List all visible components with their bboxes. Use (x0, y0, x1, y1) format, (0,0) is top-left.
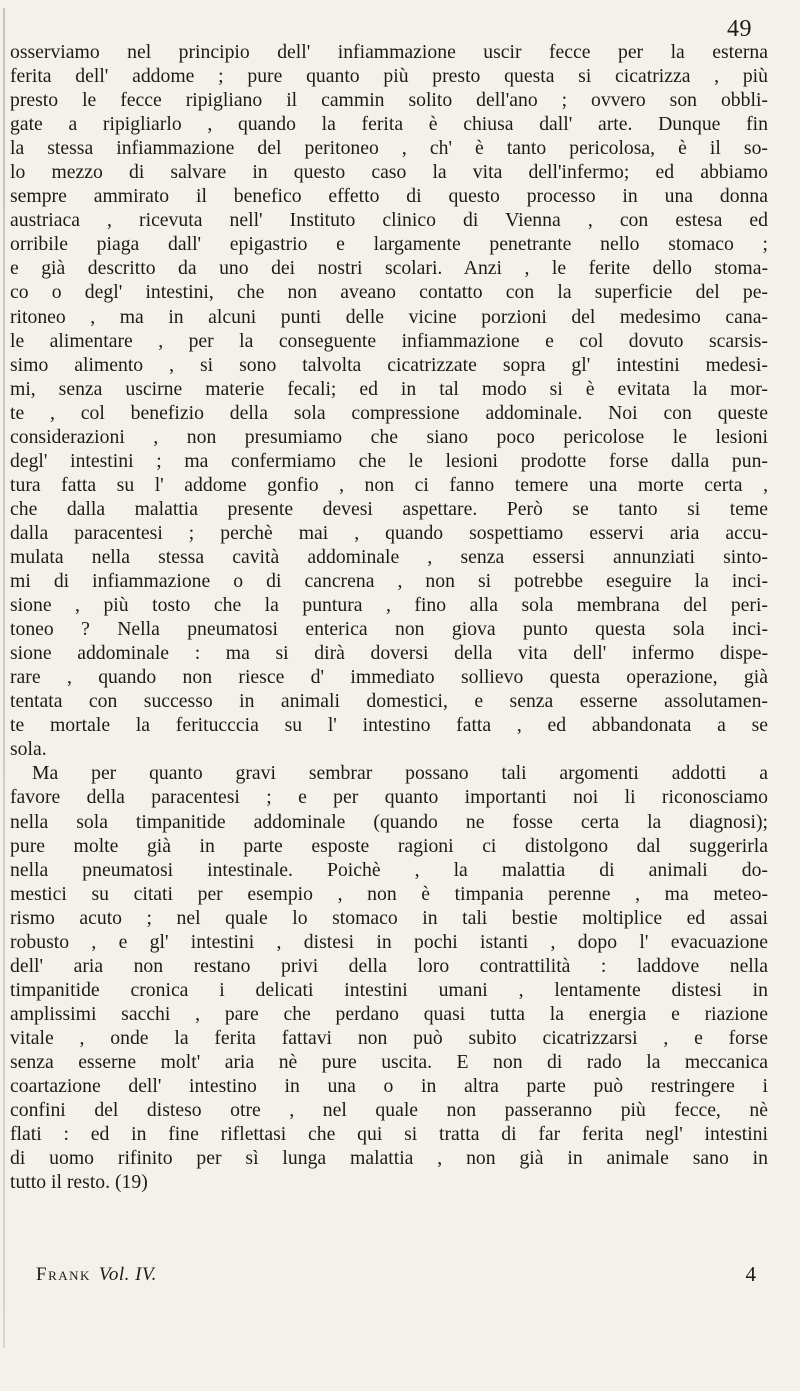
text-line: austriaca , ricevuta nell' Instituto clinico di Vienna , con estesa ed (10, 209, 768, 232)
text-line: nella pneumatosi intestinale. Poichè , la malattia di animali do- (10, 858, 768, 881)
text-line: la stessa infiammazione del peritoneo , ch' è tanto pericolosa, è il so- (10, 137, 768, 160)
text-line: amplissimi sacchi , pare che perdano quasi tutta la energia e riazione (10, 1002, 768, 1025)
text-line: ferita dell' addome ; pure quanto più presto questa si cicatrizza , più (10, 65, 768, 88)
text-line: mestici su citati per esempio , non è timpania perenne , ma meteo- (10, 882, 768, 905)
text-line: tentata con successo in animali domestici, e senza esserne assolutamen- (10, 690, 768, 713)
text-line: mulata nella stessa cavità addominale , senza essersi annunziati sinto- (10, 545, 768, 568)
text-line: te mortale la feritucccia su l' intestino fatta , ed abbandonata a se (10, 714, 768, 737)
text-line: ritoneo , ma in alcuni punti delle vicine porzioni del medesimo cana- (10, 305, 768, 328)
text-line: sola. (10, 738, 47, 761)
text-line: sione , più tosto che la puntura , fino alla sola membrana del peri- (10, 594, 768, 617)
text-line: presto le fecce ripigliano il cammin solito dell'ano ; ovvero son obbli- (10, 89, 768, 112)
text-line: orribile piaga dall' epigastrio e largamente penetrante nello stomaco ; (10, 233, 768, 256)
body-text (10, 40, 768, 1194)
text-line: e già descritto da uno dei nostri scolari. Anzi , le ferite dello stoma- (10, 257, 768, 280)
text-line: tutto il resto. (19) (10, 1171, 148, 1194)
text-line: robusto , e gl' intestini , distesi in pochi istanti , dopo l' evacuazione (10, 930, 768, 953)
footer-author: Frank (36, 1264, 91, 1285)
text-line: te , col benefizio della sola compressione addominale. Noi con queste (10, 401, 768, 424)
running-footer (36, 1264, 157, 1286)
text-line: timpanitide cronica i delicati intestini umani , lentamente distesi in (10, 978, 768, 1001)
text-line: vitale , onde la ferita fattavi non può subito cicatrizzarsi , e forse (10, 1026, 768, 1049)
text-line: rismo acuto ; nel quale lo stomaco in tali bestie moltiplice ed assai (10, 906, 768, 929)
text-line: osserviamo nel principio dell' infiammazione uscir fecce per la esterna (10, 41, 768, 63)
text-line: pure molte già in parte esposte ragioni ci distolgono dal suggerirla (10, 834, 768, 857)
text-line: sione addominale : ma si dirà doversi della vita dell' infermo dispe- (10, 642, 768, 665)
text-line: sempre ammirato il benefico effetto di questo processo in una donna (10, 185, 768, 208)
text-line: favore della paracentesi ; e per quanto importanti noi li riconosciamo (10, 786, 768, 809)
page-number: 49 (727, 16, 752, 42)
text-line: dell' aria non restano privi della loro contrattilità : laddove nella (10, 954, 768, 977)
text-line: Ma per quanto gravi sembrar possano tali argomenti addotti a (32, 762, 768, 785)
text-line: rare , quando non riesce d' immediato sollievo questa operazione, già (10, 666, 768, 689)
text-line: nella sola timpanitide addominale (quando ne fosse certa la diagnosi); (10, 810, 768, 833)
text-line: co o degl' intestini, che non aveano contatto con la superficie del pe- (10, 281, 768, 304)
text-line: senza esserne molt' aria nè pure uscita. E non di rado la meccanica (10, 1050, 768, 1073)
text-line: considerazioni , non presumiamo che siano poco pericolose le lesioni (10, 425, 768, 448)
text-line: tura fatta su l' addome gonfio , non ci fanno temere una morte certa , (10, 473, 768, 496)
signature-mark: 4 (745, 1262, 756, 1286)
text-line: le alimentare , per la conseguente infiammazione e col dovuto scarsis- (10, 329, 768, 352)
gutter-shadow (3, 8, 5, 1348)
text-line: gate a ripigliarlo , quando la ferita è chiusa dall' arte. Dunque fin (10, 113, 768, 136)
text-line: dalla paracentesi ; perchè mai , quando sospettiamo esservi aria accu- (10, 521, 768, 544)
text-line: confini del disteso otre , nel quale non passeranno più fecce, nè (10, 1099, 768, 1122)
text-line: coartazione dell' intestino in una o in altra parte può restringere i (10, 1075, 768, 1098)
text-line: mi di infiammazione o di cancrena , non si potrebbe eseguire la inci- (10, 570, 768, 593)
text-line: di uomo rifinito per sì lunga malattia , non già in animale sano in (10, 1147, 768, 1170)
text-line: flati : ed in fine riflettasi che qui si tratta di far ferita negl' intestini (10, 1123, 768, 1146)
text-line: lo mezzo di salvare in questo caso la vita dell'infermo; ed abbiamo (10, 161, 768, 184)
text-line: mi, senza uscirne materie fecali; ed in tal modo si è evitata la mor- (10, 377, 768, 400)
text-line: che dalla malattia presente devesi aspettare. Però se tanto si teme (10, 497, 768, 520)
footer-volume: Vol. IV. (98, 1264, 157, 1285)
text-line: degl' intestini ; ma confermiamo che le lesioni prodotte forse dalla pun- (10, 449, 768, 472)
text-line: simo alimento , si sono talvolta cicatrizzate sopra gl' intestini medesi- (10, 353, 768, 376)
text-line: toneo ? Nella pneumatosi enterica non giova punto questa sola inci- (10, 618, 768, 641)
